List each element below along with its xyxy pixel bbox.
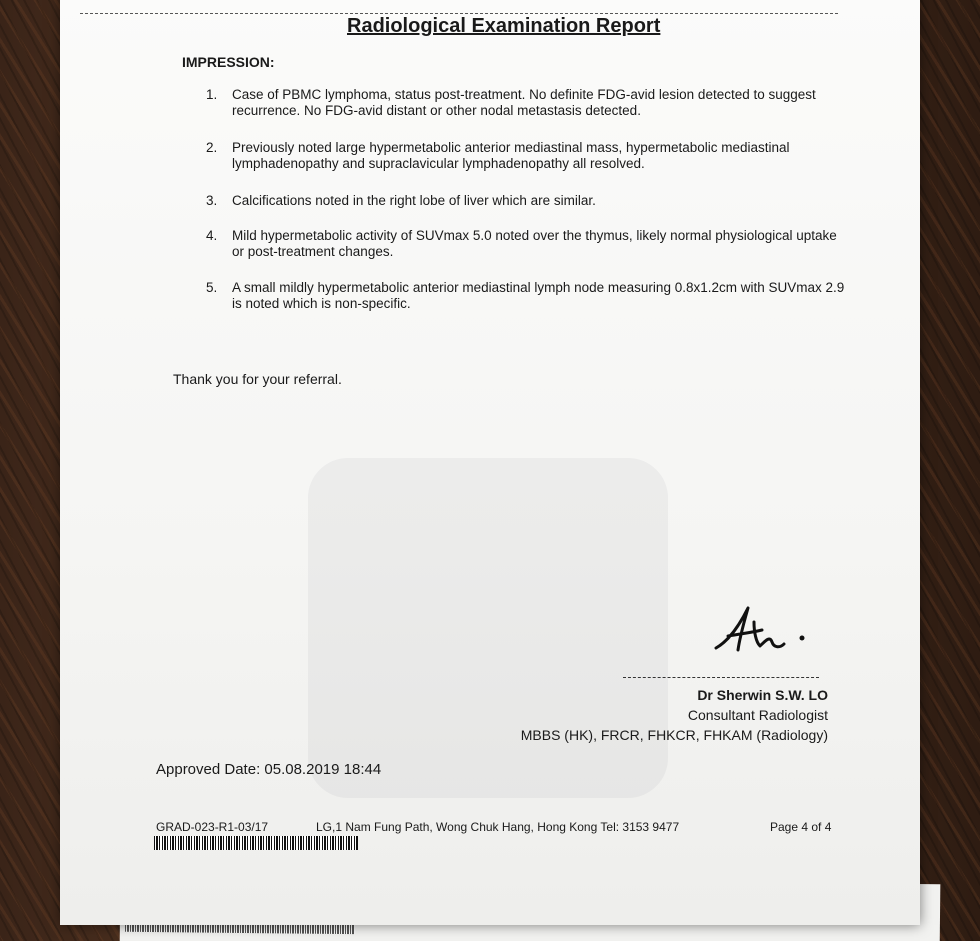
item-number: 3. — [206, 193, 218, 208]
signatory-name: Dr Sherwin S.W. LO — [697, 687, 828, 703]
item-text: A small mildly hypermetabolic anterior mediastinal lymph node measuring 0.8x1.2cm with SUVmax 2.9 is noted which is non-specific. — [232, 280, 845, 311]
signatory-qualifications: MBBS (HK), FRCR, FHKCR, FHKAM (Radiology) — [520, 727, 828, 743]
impression-item — [206, 280, 846, 312]
signature-dashed-rule — [623, 677, 819, 678]
closing-remark: Thank you for your referral. — [173, 371, 342, 387]
impression-item — [206, 140, 846, 172]
impression-item — [206, 228, 846, 260]
footer-address: LG,1 Nam Fung Path, Wong Chuk Hang, Hong Kong Tel: 3153 9477 — [316, 820, 680, 834]
item-number: 5. — [206, 280, 218, 295]
page-number: Page 4 of 4 — [770, 820, 832, 834]
barcode — [154, 836, 358, 850]
impression-item — [206, 87, 846, 119]
item-number: 2. — [206, 140, 218, 155]
item-number: 1. — [206, 87, 218, 102]
item-text: Calcifications noted in the right lobe of liver which are similar. — [232, 193, 596, 208]
item-text: Mild hypermetabolic activity of SUVmax 5.0 noted over the thymus, likely normal physiological uptake or post-treatment changes. — [232, 228, 837, 259]
signatory-block — [521, 685, 828, 745]
report-title: Radiological Examination Report — [347, 15, 661, 37]
top-dashed-rule — [80, 13, 838, 14]
item-text: Case of PBMC lymphoma, status post-treatment. No definite FDG-avid lesion detected to suggest recurrence. No FDG-avid distant or other nodal metastasis detected. — [232, 87, 816, 118]
item-number: 4. — [206, 228, 218, 243]
approved-date: Approved Date: 05.08.2019 18:44 — [156, 761, 382, 778]
form-code: GRAD-023-R1-03/17 — [156, 820, 269, 834]
report-page — [60, 0, 920, 925]
signatory-position: Consultant Radiologist — [687, 707, 828, 723]
item-text: Previously noted large hypermetabolic anterior mediastinal mass, hypermetabolic mediastinal lymphadenopathy and supraclavicular lymphadenopathy all resolved. — [232, 140, 790, 171]
page-smudge — [308, 458, 668, 798]
impression-item — [206, 193, 846, 209]
handwritten-signature — [710, 600, 820, 660]
impression-heading: IMPRESSION: — [182, 54, 275, 70]
